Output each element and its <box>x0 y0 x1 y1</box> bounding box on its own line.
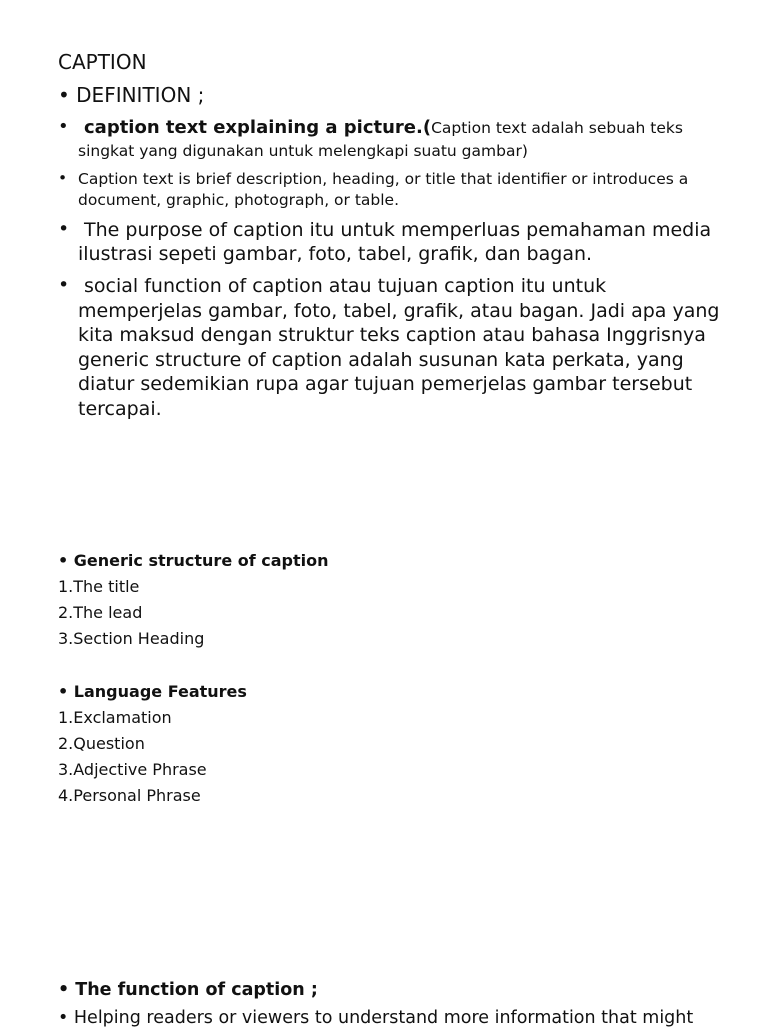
definition-heading-text: DEFINITION ; <box>76 83 205 107</box>
function-item-text: Helping readers or viewers to understand more information that might <box>73 1008 694 1028</box>
function-heading <box>58 980 318 1000</box>
page-title: CAPTION <box>58 50 147 74</box>
list-item: 1.The title <box>58 577 140 596</box>
bullet: • <box>58 274 70 296</box>
language-features-heading-text: Language Features <box>73 682 247 701</box>
bullet: • <box>58 83 77 107</box>
list-item: 4.Personal Phrase <box>58 786 201 805</box>
social-function-bullet: social function of caption atau tujuan caption itu untuk memperjelas gambar, foto, tabel, grafik, atau bagan. Jadi apa yang kita maksud dengan struktur teks caption atau bahasa Inggrisnya generic structure of caption adalah susunan kata perkata, yang diatur sedemikian rupa agar tujuan pemerjelas gambar tersebut tercapai. <box>78 275 720 420</box>
list-item: 1.Exclamation <box>58 708 172 727</box>
definition-bullet-1 <box>78 116 720 163</box>
bullet: • <box>58 1008 74 1028</box>
list-item: 2.The lead <box>58 603 143 622</box>
bullet: • <box>58 551 74 570</box>
generic-structure-heading <box>58 551 329 570</box>
definition-bullet-2: Caption text is brief description, heading, or title that identifier or introduces a document, graphic, photograph, or table. <box>78 170 689 209</box>
bullet: • <box>58 980 76 1000</box>
bullet: • <box>58 682 74 701</box>
definition-bullet-1-lead: caption text explaining a picture.( <box>84 117 432 138</box>
bullet: • <box>58 169 68 187</box>
generic-structure-heading-text: Generic structure of caption <box>73 551 329 570</box>
purpose-bullet: The purpose of caption itu untuk memperluas pemahaman media ilustrasi sepeti gambar, foto, tabel, grafik, dan bagan. <box>78 219 712 265</box>
bullet: • <box>58 218 70 240</box>
definition-bullet-1-rest: Caption text adalah sebuah teks singkat yang digunakan untuk melengkapi suatu gambar) <box>78 119 683 160</box>
language-features-heading <box>58 682 247 701</box>
function-heading-text: The function of caption ; <box>75 980 318 1000</box>
bullet: • <box>58 116 69 137</box>
list-item: 3.Section Heading <box>58 629 205 648</box>
function-item <box>58 1008 693 1028</box>
list-item: 2.Question <box>58 734 145 753</box>
list-item: 3.Adjective Phrase <box>58 760 207 779</box>
definition-heading <box>58 83 204 107</box>
